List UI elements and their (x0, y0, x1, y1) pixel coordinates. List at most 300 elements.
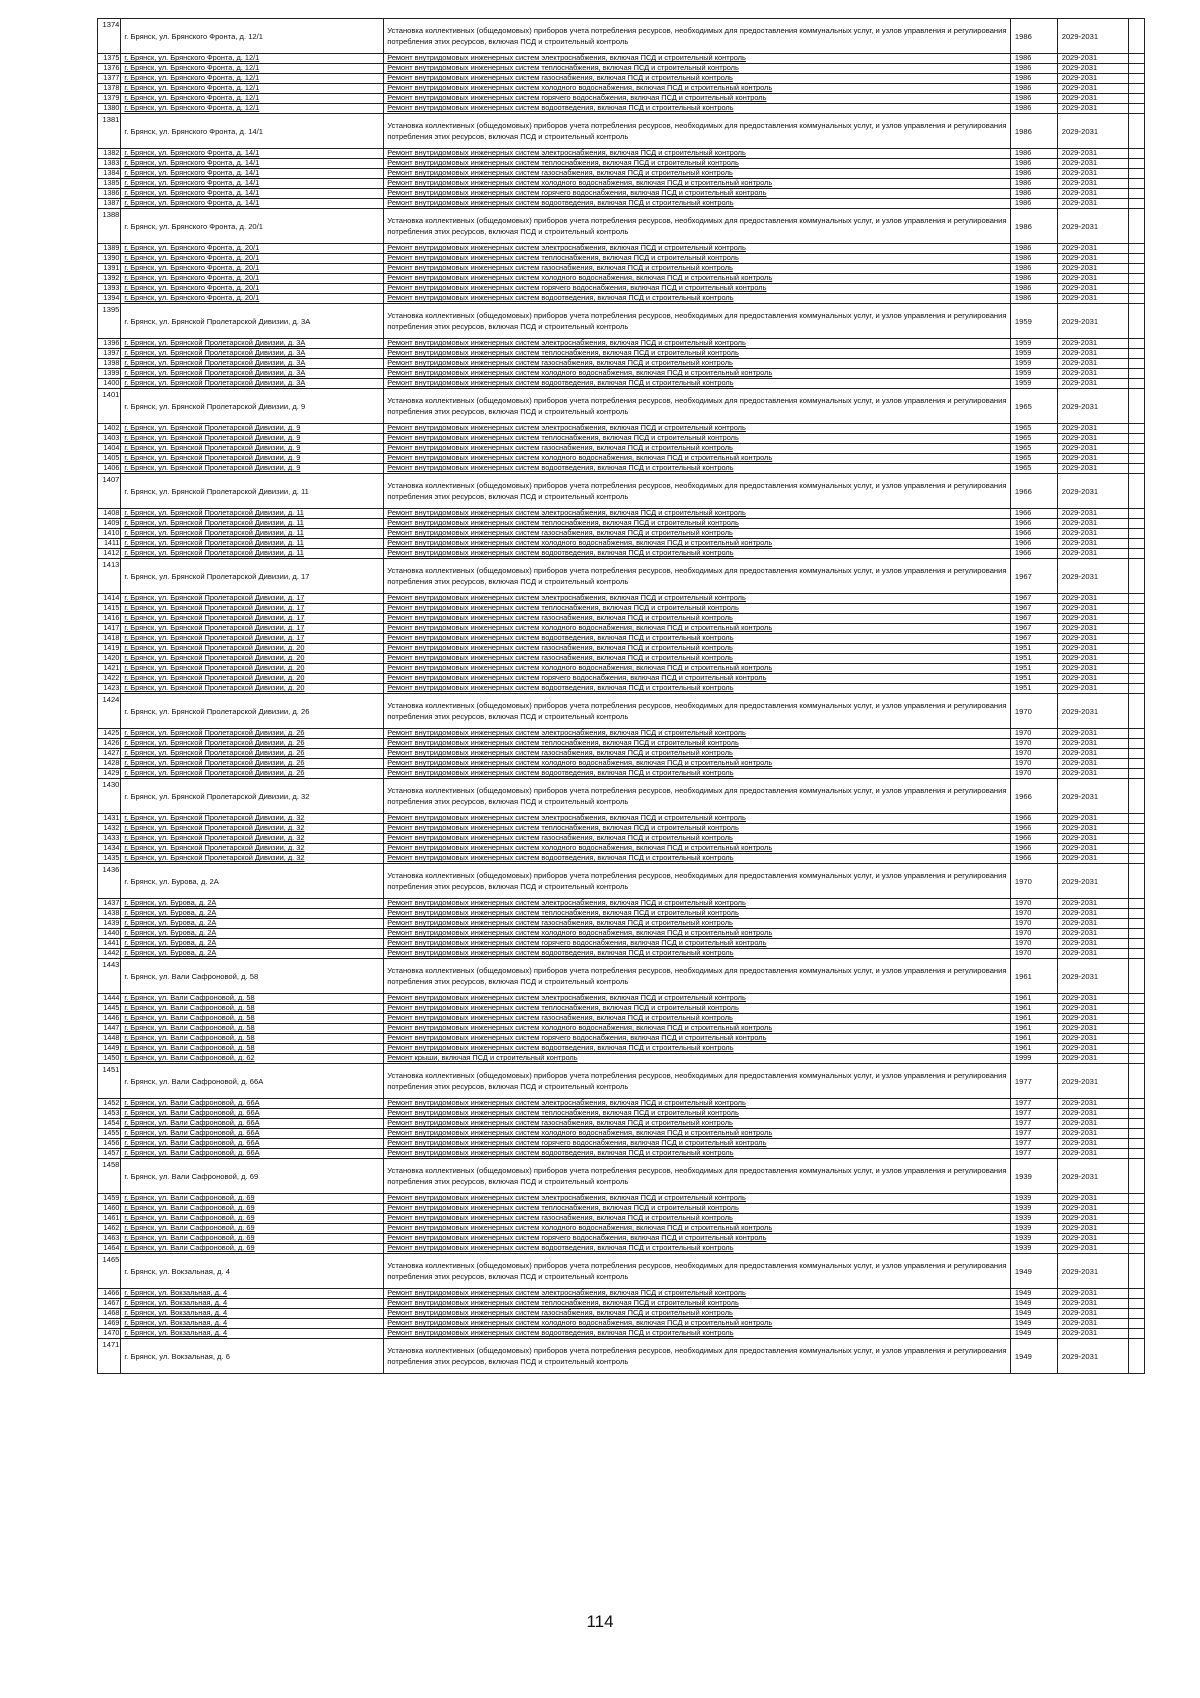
row-number: 1431 (98, 814, 121, 824)
period-cell: 2029-2031 (1057, 594, 1128, 604)
blank-cell (1129, 769, 1145, 779)
period-cell: 2029-2031 (1057, 749, 1128, 759)
year-cell: 1967 (1010, 594, 1057, 604)
row-number: 1446 (98, 1014, 121, 1024)
table-row (98, 1254, 1145, 1289)
blank-cell (1129, 19, 1145, 54)
table-row (98, 814, 1145, 824)
row-number: 1403 (98, 434, 121, 444)
work-type-cell: Ремонт внутридомовых инженерных систем водоотведения, включая ПСД и строительный контроль (384, 549, 1011, 559)
period-cell: 2029-2031 (1057, 84, 1128, 94)
period-cell: 2029-2031 (1057, 1159, 1128, 1194)
row-number: 1434 (98, 844, 121, 854)
period-cell: 2029-2031 (1057, 1014, 1128, 1024)
period-cell: 2029-2031 (1057, 949, 1128, 959)
address-cell: г. Брянск, ул. Брянской Пролетарской Дивизии, д. 11 (121, 529, 384, 539)
address-cell: г. Брянск, ул. Бурова, д. 2А (121, 899, 384, 909)
year-cell: 1977 (1010, 1099, 1057, 1109)
period-cell: 2029-2031 (1057, 149, 1128, 159)
row-number: 1455 (98, 1129, 121, 1139)
table-row (98, 1054, 1145, 1064)
work-type-cell: Ремонт внутридомовых инженерных систем водоотведения, включая ПСД и строительный контроль (384, 769, 1011, 779)
work-type-cell: Ремонт внутридомовых инженерных систем электроснабжения, включая ПСД и строительный контроль (384, 1099, 1011, 1109)
work-type-cell: Ремонт внутридомовых инженерных систем водоотведения, включая ПСД и строительный контроль (384, 294, 1011, 304)
period-cell: 2029-2031 (1057, 664, 1128, 674)
blank-cell (1129, 559, 1145, 594)
work-type-cell: Ремонт внутридомовых инженерных систем теплоснабжения, включая ПСД и строительный контроль (384, 64, 1011, 74)
period-cell: 2029-2031 (1057, 899, 1128, 909)
blank-cell (1129, 834, 1145, 844)
table-row (98, 474, 1145, 509)
period-cell: 2029-2031 (1057, 909, 1128, 919)
table-row (98, 264, 1145, 274)
row-number: 1425 (98, 729, 121, 739)
blank-cell (1129, 1329, 1145, 1339)
table-row (98, 854, 1145, 864)
work-type-cell: Ремонт внутридомовых инженерных систем холодного водоснабжения, включая ПСД и строительный контроль (384, 539, 1011, 549)
period-cell: 2029-2031 (1057, 1054, 1128, 1064)
row-number: 1423 (98, 684, 121, 694)
blank-cell (1129, 1299, 1145, 1309)
year-cell: 1977 (1010, 1149, 1057, 1159)
blank-cell (1129, 104, 1145, 114)
year-cell: 1966 (1010, 519, 1057, 529)
address-cell: г. Брянск, ул. Брянской Пролетарской Дивизии, д. 26 (121, 769, 384, 779)
table-row (98, 519, 1145, 529)
table-row (98, 169, 1145, 179)
period-cell: 2029-2031 (1057, 434, 1128, 444)
blank-cell (1129, 1194, 1145, 1204)
period-cell: 2029-2031 (1057, 454, 1128, 464)
address-cell: г. Брянск, ул. Брянской Пролетарской Дивизии, д. 3А (121, 304, 384, 339)
table-row (98, 304, 1145, 339)
work-type-cell: Ремонт внутридомовых инженерных систем теплоснабжения, включая ПСД и строительный контроль (384, 1299, 1011, 1309)
period-cell: 2029-2031 (1057, 994, 1128, 1004)
year-cell: 1949 (1010, 1329, 1057, 1339)
period-cell: 2029-2031 (1057, 1234, 1128, 1244)
period-cell: 2029-2031 (1057, 359, 1128, 369)
blank-cell (1129, 1244, 1145, 1254)
work-type-cell: Ремонт внутридомовых инженерных систем газоснабжения, включая ПСД и строительный контроль (384, 614, 1011, 624)
year-cell: 1959 (1010, 369, 1057, 379)
table-row (98, 1024, 1145, 1034)
year-cell: 1999 (1010, 1054, 1057, 1064)
table-row (98, 1119, 1145, 1129)
row-number: 1445 (98, 1004, 121, 1014)
page-number: 114 (586, 1612, 614, 1631)
row-number: 1397 (98, 349, 121, 359)
address-cell: г. Брянск, ул. Вали Сафроновой, д. 66А (121, 1119, 384, 1129)
year-cell: 1949 (1010, 1309, 1057, 1319)
work-type-cell: Ремонт внутридомовых инженерных систем горячего водоснабжения, включая ПСД и строительный контроль (384, 94, 1011, 104)
work-type-cell: Ремонт внутридомовых инженерных систем теплоснабжения, включая ПСД и строительный контроль (384, 519, 1011, 529)
year-cell: 1986 (1010, 284, 1057, 294)
year-cell: 1965 (1010, 424, 1057, 434)
address-cell: г. Брянск, ул. Брянской Пролетарской Дивизии, д. 20 (121, 664, 384, 674)
year-cell: 1970 (1010, 899, 1057, 909)
row-number: 1409 (98, 519, 121, 529)
row-number: 1389 (98, 244, 121, 254)
work-type-cell: Ремонт внутридомовых инженерных систем электроснабжения, включая ПСД и строительный контроль (384, 339, 1011, 349)
period-cell: 2029-2031 (1057, 1044, 1128, 1054)
year-cell: 1977 (1010, 1129, 1057, 1139)
address-cell: г. Брянск, ул. Брянской Пролетарской Дивизии, д. 11 (121, 509, 384, 519)
work-type-cell: Ремонт внутридомовых инженерных систем газоснабжения, включая ПСД и строительный контроль (384, 264, 1011, 274)
address-cell: г. Брянск, ул. Брянского Фронта, д. 20/1 (121, 244, 384, 254)
period-cell: 2029-2031 (1057, 1244, 1128, 1254)
work-type-cell: Ремонт внутридомовых инженерных систем электроснабжения, включая ПСД и строительный контроль (384, 594, 1011, 604)
address-cell: г. Брянск, ул. Брянской Пролетарской Дивизии, д. 20 (121, 684, 384, 694)
table-row (98, 529, 1145, 539)
table-row (98, 694, 1145, 729)
row-number: 1383 (98, 159, 121, 169)
blank-cell (1129, 369, 1145, 379)
year-cell: 1970 (1010, 949, 1057, 959)
table-row (98, 444, 1145, 454)
work-type-cell: Ремонт внутридомовых инженерных систем горячего водоснабжения, включая ПСД и строительный контроль (384, 939, 1011, 949)
address-cell: г. Брянск, ул. Бурова, д. 2А (121, 949, 384, 959)
table-row (98, 654, 1145, 664)
period-cell: 2029-2031 (1057, 739, 1128, 749)
work-type-cell: Ремонт внутридомовых инженерных систем холодного водоснабжения, включая ПСД и строительный контроль (384, 1224, 1011, 1234)
address-cell: г. Брянск, ул. Брянской Пролетарской Дивизии, д. 32 (121, 844, 384, 854)
table-row (98, 84, 1145, 94)
year-cell: 1977 (1010, 1064, 1057, 1099)
address-cell: г. Брянск, ул. Брянского Фронта, д. 12/1 (121, 54, 384, 64)
table-row (98, 339, 1145, 349)
work-type-cell: Ремонт внутридомовых инженерных систем горячего водоснабжения, включая ПСД и строительный контроль (384, 284, 1011, 294)
work-type-cell: Ремонт внутридомовых инженерных систем водоотведения, включая ПСД и строительный контроль (384, 464, 1011, 474)
year-cell: 1966 (1010, 814, 1057, 824)
table-row (98, 864, 1145, 899)
blank-cell (1129, 604, 1145, 614)
row-number: 1418 (98, 634, 121, 644)
blank-cell (1129, 654, 1145, 664)
address-cell: г. Брянск, ул. Брянского Фронта, д. 14/1 (121, 189, 384, 199)
address-cell: г. Брянск, ул. Брянской Пролетарской Дивизии, д. 20 (121, 644, 384, 654)
period-cell: 2029-2031 (1057, 179, 1128, 189)
table-row (98, 1044, 1145, 1054)
work-type-cell: Ремонт внутридомовых инженерных систем горячего водоснабжения, включая ПСД и строительный контроль (384, 1139, 1011, 1149)
row-number: 1456 (98, 1139, 121, 1149)
blank-cell (1129, 694, 1145, 729)
period-cell: 2029-2031 (1057, 1224, 1128, 1234)
table-row (98, 1004, 1145, 1014)
period-cell: 2029-2031 (1057, 1289, 1128, 1299)
year-cell: 1986 (1010, 179, 1057, 189)
row-number: 1426 (98, 739, 121, 749)
year-cell: 1939 (1010, 1244, 1057, 1254)
blank-cell (1129, 424, 1145, 434)
year-cell: 1986 (1010, 149, 1057, 159)
address-cell: г. Брянск, ул. Бурова, д. 2А (121, 909, 384, 919)
table-row (98, 454, 1145, 464)
table-row (98, 179, 1145, 189)
table-row (98, 1339, 1145, 1374)
period-cell: 2029-2031 (1057, 444, 1128, 454)
work-type-cell: Ремонт внутридомовых инженерных систем водоотведения, включая ПСД и строительный контроль (384, 684, 1011, 694)
work-type-cell: Ремонт внутридомовых инженерных систем теплоснабжения, включая ПСД и строительный контроль (384, 159, 1011, 169)
address-cell: г. Брянск, ул. Вали Сафроновой, д. 69 (121, 1224, 384, 1234)
blank-cell (1129, 1099, 1145, 1109)
row-number: 1432 (98, 824, 121, 834)
blank-cell (1129, 1064, 1145, 1099)
work-type-cell: Ремонт внутридомовых инженерных систем газоснабжения, включая ПСД и строительный контроль (384, 1214, 1011, 1224)
address-cell: г. Брянск, ул. Брянского Фронта, д. 14/1 (121, 159, 384, 169)
address-cell: г. Брянск, ул. Вали Сафроновой, д. 69 (121, 1244, 384, 1254)
year-cell: 1961 (1010, 1014, 1057, 1024)
work-type-cell: Ремонт внутридомовых инженерных систем теплоснабжения, включая ПСД и строительный контроль (384, 1109, 1011, 1119)
blank-cell (1129, 1004, 1145, 1014)
address-cell: г. Брянск, ул. Брянской Пролетарской Дивизии, д. 9 (121, 424, 384, 434)
table-row (98, 779, 1145, 814)
row-number: 1413 (98, 559, 121, 594)
row-number: 1386 (98, 189, 121, 199)
address-cell: г. Брянск, ул. Брянского Фронта, д. 14/1 (121, 199, 384, 209)
period-cell: 2029-2031 (1057, 389, 1128, 424)
year-cell: 1970 (1010, 729, 1057, 739)
work-type-cell: Ремонт внутридомовых инженерных систем холодного водоснабжения, включая ПСД и строительный контроль (384, 664, 1011, 674)
blank-cell (1129, 189, 1145, 199)
table-row (98, 369, 1145, 379)
table-row (98, 1149, 1145, 1159)
address-cell: г. Брянск, ул. Брянской Пролетарской Дивизии, д. 9 (121, 389, 384, 424)
row-number: 1395 (98, 304, 121, 339)
work-type-cell: Ремонт внутридомовых инженерных систем электроснабжения, включая ПСД и строительный контроль (384, 814, 1011, 824)
year-cell: 1966 (1010, 539, 1057, 549)
year-cell: 1967 (1010, 604, 1057, 614)
address-cell: г. Брянск, ул. Брянского Фронта, д. 14/1 (121, 149, 384, 159)
work-type-cell: Ремонт внутридомовых инженерных систем электроснабжения, включая ПСД и строительный контроль (384, 509, 1011, 519)
blank-cell (1129, 1119, 1145, 1129)
table-row (98, 1214, 1145, 1224)
address-cell: г. Брянск, ул. Вали Сафроновой, д. 58 (121, 1014, 384, 1024)
address-cell: г. Брянск, ул. Брянской Пролетарской Дивизии, д. 32 (121, 779, 384, 814)
table-row (98, 1309, 1145, 1319)
blank-cell (1129, 1254, 1145, 1289)
blank-cell (1129, 549, 1145, 559)
work-type-cell: Ремонт внутридомовых инженерных систем холодного водоснабжения, включая ПСД и строительный контроль (384, 759, 1011, 769)
table-row (98, 674, 1145, 684)
year-cell: 1970 (1010, 694, 1057, 729)
year-cell: 1965 (1010, 464, 1057, 474)
row-number: 1454 (98, 1119, 121, 1129)
table-row (98, 729, 1145, 739)
period-cell: 2029-2031 (1057, 1139, 1128, 1149)
year-cell: 1986 (1010, 199, 1057, 209)
work-type-cell: Ремонт внутридомовых инженерных систем газоснабжения, включая ПСД и строительный контроль (384, 919, 1011, 929)
work-type-cell: Ремонт внутридомовых инженерных систем холодного водоснабжения, включая ПСД и строительный контроль (384, 929, 1011, 939)
row-number: 1374 (98, 19, 121, 54)
year-cell: 1986 (1010, 264, 1057, 274)
work-type-cell: Ремонт внутридомовых инженерных систем газоснабжения, включая ПСД и строительный контроль (384, 1014, 1011, 1024)
address-cell: г. Брянск, ул. Брянского Фронта, д. 20/1 (121, 209, 384, 244)
blank-cell (1129, 509, 1145, 519)
row-number: 1459 (98, 1194, 121, 1204)
table-row (98, 1234, 1145, 1244)
work-type-cell: Установка коллективных (общедомовых) приборов учета потребления ресурсов, необходимых для предоставления коммунальных услуг, и узлов управления и регулирования потребления этих ресурсов, включая ПСД и строительный контроль (384, 389, 1011, 424)
blank-cell (1129, 284, 1145, 294)
blank-cell (1129, 179, 1145, 189)
row-number: 1447 (98, 1024, 121, 1034)
period-cell: 2029-2031 (1057, 114, 1128, 149)
year-cell: 1965 (1010, 444, 1057, 454)
blank-cell (1129, 949, 1145, 959)
work-type-cell: Ремонт внутридомовых инженерных систем теплоснабжения, включая ПСД и строительный контроль (384, 434, 1011, 444)
address-cell: г. Брянск, ул. Бурова, д. 2А (121, 929, 384, 939)
year-cell: 1961 (1010, 1024, 1057, 1034)
work-type-cell: Ремонт внутридомовых инженерных систем газоснабжения, включая ПСД и строительный контроль (384, 529, 1011, 539)
work-type-cell: Ремонт внутридомовых инженерных систем газоснабжения, включая ПСД и строительный контроль (384, 749, 1011, 759)
blank-cell (1129, 274, 1145, 284)
blank-cell (1129, 149, 1145, 159)
row-number: 1407 (98, 474, 121, 509)
work-type-cell: Ремонт внутридомовых инженерных систем электроснабжения, включая ПСД и строительный контроль (384, 149, 1011, 159)
year-cell: 1951 (1010, 644, 1057, 654)
period-cell: 2029-2031 (1057, 209, 1128, 244)
period-cell: 2029-2031 (1057, 759, 1128, 769)
period-cell: 2029-2031 (1057, 274, 1128, 284)
table-row (98, 909, 1145, 919)
period-cell: 2029-2031 (1057, 919, 1128, 929)
table-row (98, 389, 1145, 424)
row-number: 1412 (98, 549, 121, 559)
year-cell: 1970 (1010, 864, 1057, 899)
work-type-cell: Ремонт внутридомовых инженерных систем электроснабжения, включая ПСД и строительный контроль (384, 1194, 1011, 1204)
year-cell: 1939 (1010, 1214, 1057, 1224)
table-row (98, 664, 1145, 674)
work-type-cell: Ремонт внутридомовых инженерных систем холодного водоснабжения, включая ПСД и строительный контроль (384, 179, 1011, 189)
year-cell: 1939 (1010, 1204, 1057, 1214)
work-type-cell: Ремонт внутридомовых инженерных систем электроснабжения, включая ПСД и строительный контроль (384, 54, 1011, 64)
work-type-cell: Ремонт внутридомовых инженерных систем теплоснабжения, включая ПСД и строительный контроль (384, 739, 1011, 749)
address-cell: г. Брянск, ул. Брянской Пролетарской Дивизии, д. 32 (121, 824, 384, 834)
address-cell: г. Брянск, ул. Вали Сафроновой, д. 58 (121, 959, 384, 994)
year-cell: 1959 (1010, 349, 1057, 359)
period-cell: 2029-2031 (1057, 854, 1128, 864)
year-cell: 1986 (1010, 189, 1057, 199)
row-number: 1384 (98, 169, 121, 179)
table-row (98, 559, 1145, 594)
blank-cell (1129, 1204, 1145, 1214)
year-cell: 1986 (1010, 209, 1057, 244)
row-number: 1419 (98, 644, 121, 654)
year-cell: 1966 (1010, 509, 1057, 519)
work-type-cell: Ремонт внутридомовых инженерных систем холодного водоснабжения, включая ПСД и строительный контроль (384, 369, 1011, 379)
period-cell: 2029-2031 (1057, 824, 1128, 834)
row-number: 1406 (98, 464, 121, 474)
row-number: 1375 (98, 54, 121, 64)
work-type-cell: Ремонт внутридомовых инженерных систем газоснабжения, включая ПСД и строительный контроль (384, 834, 1011, 844)
period-cell: 2029-2031 (1057, 1214, 1128, 1224)
period-cell: 2029-2031 (1057, 104, 1128, 114)
period-cell: 2029-2031 (1057, 349, 1128, 359)
work-type-cell: Установка коллективных (общедомовых) приборов учета потребления ресурсов, необходимых для предоставления коммунальных услуг, и узлов управления и регулирования потребления этих ресурсов, включая ПСД и строительный контроль (384, 19, 1011, 54)
table-row (98, 1224, 1145, 1234)
address-cell: г. Брянск, ул. Вокзальная, д. 4 (121, 1319, 384, 1329)
row-number: 1470 (98, 1329, 121, 1339)
address-cell: г. Брянск, ул. Вали Сафроновой, д. 58 (121, 1024, 384, 1034)
period-cell: 2029-2031 (1057, 1099, 1128, 1109)
period-cell: 2029-2031 (1057, 94, 1128, 104)
blank-cell (1129, 379, 1145, 389)
row-number: 1436 (98, 864, 121, 899)
blank-cell (1129, 474, 1145, 509)
year-cell: 1966 (1010, 529, 1057, 539)
address-cell: г. Брянск, ул. Брянского Фронта, д. 12/1 (121, 19, 384, 54)
table-row (98, 919, 1145, 929)
year-cell: 1986 (1010, 19, 1057, 54)
table-row (98, 94, 1145, 104)
period-cell: 2029-2031 (1057, 959, 1128, 994)
table-body (98, 19, 1145, 1374)
row-number: 1424 (98, 694, 121, 729)
period-cell: 2029-2031 (1057, 379, 1128, 389)
year-cell: 1986 (1010, 84, 1057, 94)
period-cell: 2029-2031 (1057, 169, 1128, 179)
blank-cell (1129, 1044, 1145, 1054)
row-number: 1420 (98, 654, 121, 664)
table-row (98, 274, 1145, 284)
table-row (98, 739, 1145, 749)
year-cell: 1986 (1010, 104, 1057, 114)
work-type-cell: Ремонт внутридомовых инженерных систем электроснабжения, включая ПСД и строительный контроль (384, 899, 1011, 909)
period-cell: 2029-2031 (1057, 1254, 1128, 1289)
row-number: 1468 (98, 1309, 121, 1319)
period-cell: 2029-2031 (1057, 844, 1128, 854)
address-cell: г. Брянск, ул. Вокзальная, д. 4 (121, 1289, 384, 1299)
table-row (98, 114, 1145, 149)
address-cell: г. Брянск, ул. Брянской Пролетарской Дивизии, д. 26 (121, 749, 384, 759)
address-cell: г. Брянск, ул. Брянской Пролетарской Дивизии, д. 17 (121, 604, 384, 614)
table-row (98, 284, 1145, 294)
blank-cell (1129, 54, 1145, 64)
row-number: 1471 (98, 1339, 121, 1374)
period-cell: 2029-2031 (1057, 929, 1128, 939)
year-cell: 1966 (1010, 549, 1057, 559)
address-cell: г. Брянск, ул. Брянской Пролетарской Дивизии, д. 17 (121, 614, 384, 624)
address-cell: г. Брянск, ул. Вокзальная, д. 4 (121, 1329, 384, 1339)
row-number: 1450 (98, 1054, 121, 1064)
row-number: 1463 (98, 1234, 121, 1244)
work-type-cell: Ремонт внутридомовых инженерных систем холодного водоснабжения, включая ПСД и строительный контроль (384, 84, 1011, 94)
year-cell: 1966 (1010, 834, 1057, 844)
table-row (98, 74, 1145, 84)
blank-cell (1129, 844, 1145, 854)
row-number: 1451 (98, 1064, 121, 1099)
address-cell: г. Брянск, ул. Вали Сафроновой, д. 58 (121, 994, 384, 1004)
table-row (98, 1204, 1145, 1214)
row-number: 1388 (98, 209, 121, 244)
row-number: 1433 (98, 834, 121, 844)
address-cell: г. Брянск, ул. Бурова, д. 2А (121, 939, 384, 949)
address-cell: г. Брянск, ул. Брянской Пролетарской Дивизии, д. 17 (121, 624, 384, 634)
address-cell: г. Брянск, ул. Вали Сафроновой, д. 69 (121, 1204, 384, 1214)
period-cell: 2029-2031 (1057, 1339, 1128, 1374)
period-cell: 2029-2031 (1057, 684, 1128, 694)
table-row (98, 1129, 1145, 1139)
work-type-cell: Ремонт внутридомовых инженерных систем водоотведения, включая ПСД и строительный контроль (384, 1244, 1011, 1254)
row-number: 1408 (98, 509, 121, 519)
work-type-cell: Ремонт внутридомовых инженерных систем теплоснабжения, включая ПСД и строительный контроль (384, 604, 1011, 614)
period-cell: 2029-2031 (1057, 304, 1128, 339)
table-row (98, 209, 1145, 244)
period-cell: 2029-2031 (1057, 264, 1128, 274)
year-cell: 1959 (1010, 359, 1057, 369)
table-row (98, 1289, 1145, 1299)
table-row (98, 379, 1145, 389)
year-cell: 1966 (1010, 824, 1057, 834)
